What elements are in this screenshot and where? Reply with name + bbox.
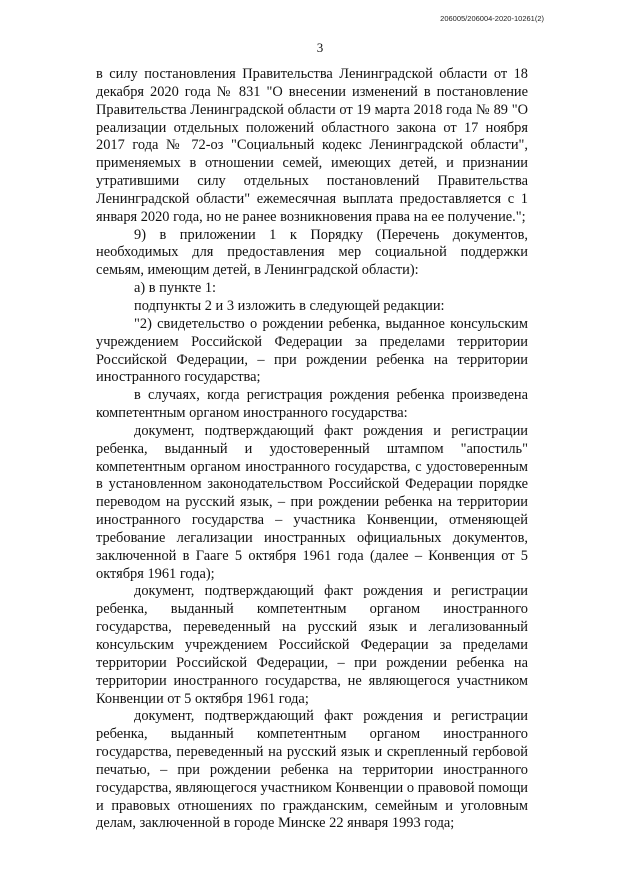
- document-id: 206005/206004-2020-10261(2): [440, 14, 544, 23]
- paragraph-subpoint-2: "2) свидетельство о рождении ребенка, выданное консульским учреждением Российской Федерации за пределами территории Российской Федерации, – при рождении ребенка на территории иностранного государства;: [96, 315, 528, 386]
- paragraph-subitem-a: а) в пункте 1:: [134, 280, 217, 297]
- paragraph-subpoints-intro: подпункты 2 и 3 изложить в следующей редакции:: [134, 297, 445, 314]
- paragraph-continuation: в силу постановления Правительства Ленинградской области от 18 декабря 2020 года № 831 "О внесении изменений в постановление Правительства Ленинградской области от 19 марта 2018 года № 89 "О реализации отдельных положений областного закона от 17 ноября 2017 года № 72-оз "Социальный кодекс Ленинградской области", применяемых в отношении семей, имеющих детей, и признании утратившими силу отдельных постановлений Правительства Ленинградской области" ежемесячная выплата предоставляется с 1 января 2020 года, но не ранее возникновения права на ее получение.";: [96, 66, 528, 225]
- paragraph-minsk-convention-document: документ, подтверждающий факт рождения и регистрации ребенка, выданный компетентным органом иностранного государства, переведенный на русский язык и скрепленный гербовой печатью, – при рождении ребенка на территории иностранного государства, являющегося участником Конвенции о правовой помощи и правовых отношениях по гражданским, семейным и уголовным делам, заключенной в городе Минске 22 января 1993 года;: [96, 708, 528, 832]
- document-body: [96, 66, 528, 833]
- paragraph-apostille-document: документ, подтверждающий факт рождения и регистрации ребенка, выданный и удостоверенный штампом "апостиль" компетентным органом иностранного государства, с удостоверенным в установленном законодательством Российской Федерации порядке переводом на русский язык, – при рождении ребенка на территории иностранного государства – участника Конвенции, отменяющей требование легализации иностранных официальных документов, заключенной в Гааге 5 октября 1961 года (далее – Конвенция от 5 октября 1961 года);: [96, 422, 528, 582]
- paragraph-item-9: 9) в приложении 1 к Порядку (Перечень документов, необходимых для предоставления мер социальной поддержки семьям, имеющим детей, в Ленинградской области):: [96, 226, 528, 279]
- page-number: 3: [316, 40, 324, 55]
- paragraph-foreign-registration: в случаях, когда регистрация рождения ребенка произведена компетентным органом иностранного государства:: [96, 387, 528, 422]
- paragraph-legalized-document: документ, подтверждающий факт рождения и регистрации ребенка, выданный компетентным органом иностранного государства, переведенный на русский язык и легализованный консульским учреждением Российской Федерации за пределами территории Российской Федерации, – при рождении ребенка на территории иностранного государства, не являющегося участником Конвенции от 5 октября 1961 года;: [96, 583, 528, 707]
